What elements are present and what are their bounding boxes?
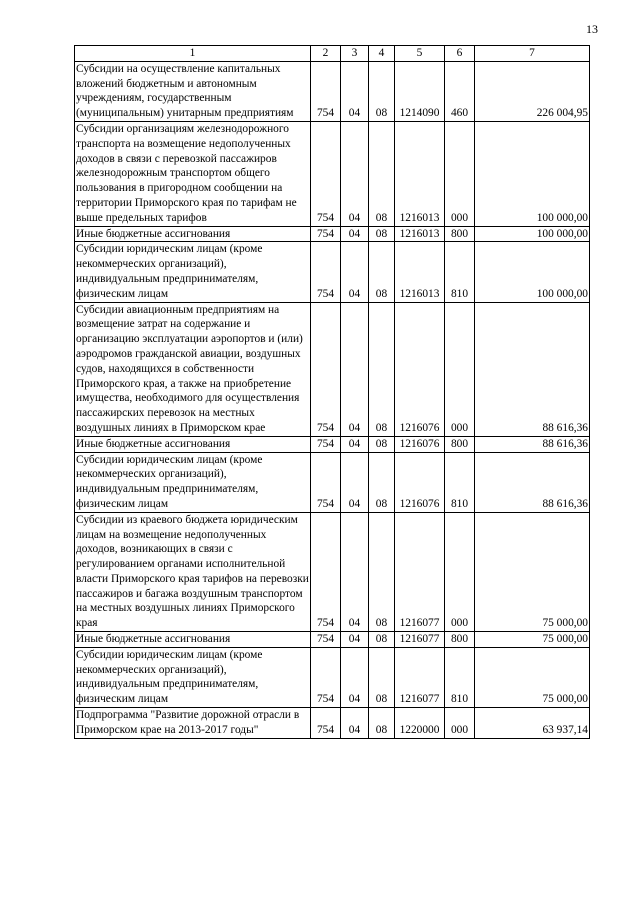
row-col-5: 1214090 <box>395 61 445 121</box>
row-col-4: 08 <box>369 226 395 242</box>
table-row <box>75 121 590 226</box>
row-name: Субсидии юридическим лицам (кроме некоммерческих организаций), индивидуальным предпринимателям, физическим лицам <box>75 242 311 302</box>
table-row <box>75 242 590 302</box>
row-col-3: 04 <box>341 121 369 226</box>
row-col-5: 1220000 <box>395 708 445 739</box>
header-col-1: 1 <box>75 46 311 62</box>
row-name: Субсидии на осуществление капитальных вложений бюджетным и автономным учреждениям, государственным (муниципальным) унитарным предприятиям <box>75 61 311 121</box>
table-header-row <box>75 46 590 62</box>
row-col-4: 08 <box>369 242 395 302</box>
row-col-6: 810 <box>445 242 475 302</box>
row-name: Субсидии юридическим лицам (кроме некоммерческих организаций), индивидуальным предпринимателям, физическим лицам <box>75 647 311 707</box>
row-col-3: 04 <box>341 512 369 631</box>
table-row <box>75 708 590 739</box>
row-name: Иные бюджетные ассигнования <box>75 632 311 648</box>
row-col-3: 04 <box>341 436 369 452</box>
row-col-4: 08 <box>369 632 395 648</box>
row-col-5: 1216077 <box>395 512 445 631</box>
row-col-4: 08 <box>369 302 395 436</box>
row-col-4: 08 <box>369 708 395 739</box>
row-col-6: 000 <box>445 512 475 631</box>
header-col-7: 7 <box>475 46 590 62</box>
row-col-3: 04 <box>341 302 369 436</box>
row-amount: 100 000,00 <box>475 121 590 226</box>
table-row <box>75 436 590 452</box>
row-name: Субсидии из краевого бюджета юридическим лицам на возмещение недополученных доходов, возникающих в связи с регулированием органами исполнительной власти Приморского края тарифов на перевозки пассажиров и багажа воздушным транспортом на местных воздушных линиях Приморского края <box>75 512 311 631</box>
row-col-5: 1216013 <box>395 242 445 302</box>
row-name: Иные бюджетные ассигнования <box>75 226 311 242</box>
row-col-6: 800 <box>445 436 475 452</box>
row-col-3: 04 <box>341 226 369 242</box>
row-col-4: 08 <box>369 61 395 121</box>
row-col-2: 754 <box>311 242 341 302</box>
row-col-5: 1216013 <box>395 121 445 226</box>
row-col-5: 1216077 <box>395 632 445 648</box>
row-name: Субсидии авиационным предприятиям на возмещение затрат на содержание и организацию эксплуатации аэропортов и (или) аэродромов гражданской авиации, воздушных судов, находящихся в собственности Приморского края, а также на приобретение имущества, необходимого для осуществления пассажирских перевозок на местных воздушных линиях в Приморском крае <box>75 302 311 436</box>
row-col-6: 800 <box>445 226 475 242</box>
row-amount: 226 004,95 <box>475 61 590 121</box>
row-col-6: 810 <box>445 647 475 707</box>
row-col-4: 08 <box>369 436 395 452</box>
row-col-2: 754 <box>311 708 341 739</box>
header-col-5: 5 <box>395 46 445 62</box>
budget-table <box>74 45 590 739</box>
row-amount: 100 000,00 <box>475 242 590 302</box>
table-row <box>75 226 590 242</box>
header-col-6: 6 <box>445 46 475 62</box>
row-col-4: 08 <box>369 512 395 631</box>
row-amount: 75 000,00 <box>475 512 590 631</box>
row-col-2: 754 <box>311 121 341 226</box>
row-col-2: 754 <box>311 61 341 121</box>
row-amount: 88 616,36 <box>475 436 590 452</box>
row-col-3: 04 <box>341 632 369 648</box>
row-amount: 75 000,00 <box>475 632 590 648</box>
row-col-6: 460 <box>445 61 475 121</box>
row-col-3: 04 <box>341 708 369 739</box>
row-col-6: 000 <box>445 302 475 436</box>
page-number: 13 <box>586 22 598 36</box>
header-col-2: 2 <box>311 46 341 62</box>
row-amount: 75 000,00 <box>475 647 590 707</box>
row-col-2: 754 <box>311 647 341 707</box>
row-col-3: 04 <box>341 242 369 302</box>
row-col-5: 1216076 <box>395 452 445 512</box>
row-col-3: 04 <box>341 647 369 707</box>
table-row <box>75 512 590 631</box>
row-col-4: 08 <box>369 121 395 226</box>
row-col-2: 754 <box>311 226 341 242</box>
row-col-6: 800 <box>445 632 475 648</box>
row-col-6: 000 <box>445 708 475 739</box>
row-name: Субсидии юридическим лицам (кроме некоммерческих организаций), индивидуальным предпринимателям, физическим лицам <box>75 452 311 512</box>
row-col-3: 04 <box>341 61 369 121</box>
row-col-3: 04 <box>341 452 369 512</box>
row-col-2: 754 <box>311 632 341 648</box>
row-amount: 88 616,36 <box>475 302 590 436</box>
table-row <box>75 302 590 436</box>
row-amount: 100 000,00 <box>475 226 590 242</box>
row-name: Иные бюджетные ассигнования <box>75 436 311 452</box>
table-row <box>75 647 590 707</box>
header-col-3: 3 <box>341 46 369 62</box>
row-amount: 88 616,36 <box>475 452 590 512</box>
row-col-4: 08 <box>369 452 395 512</box>
row-col-4: 08 <box>369 647 395 707</box>
header-col-4: 4 <box>369 46 395 62</box>
row-name: Подпрограмма "Развитие дорожной отрасли в Приморском крае на 2013-2017 годы" <box>75 708 311 739</box>
row-col-6: 810 <box>445 452 475 512</box>
row-col-2: 754 <box>311 452 341 512</box>
table-row <box>75 61 590 121</box>
row-col-5: 1216076 <box>395 436 445 452</box>
table-row <box>75 632 590 648</box>
row-name: Субсидии организациям железнодорожного транспорта на возмещение недополученных доходов в связи с перевозкой пассажиров железнодорожным транспортом общего пользования в пригородном сообщении на территории Приморского края по тарифам не выше предельных тарифов <box>75 121 311 226</box>
row-col-6: 000 <box>445 121 475 226</box>
row-col-5: 1216077 <box>395 647 445 707</box>
row-col-2: 754 <box>311 436 341 452</box>
row-col-2: 754 <box>311 302 341 436</box>
row-col-5: 1216076 <box>395 302 445 436</box>
row-amount: 63 937,14 <box>475 708 590 739</box>
row-col-2: 754 <box>311 512 341 631</box>
row-col-5: 1216013 <box>395 226 445 242</box>
table-row <box>75 452 590 512</box>
